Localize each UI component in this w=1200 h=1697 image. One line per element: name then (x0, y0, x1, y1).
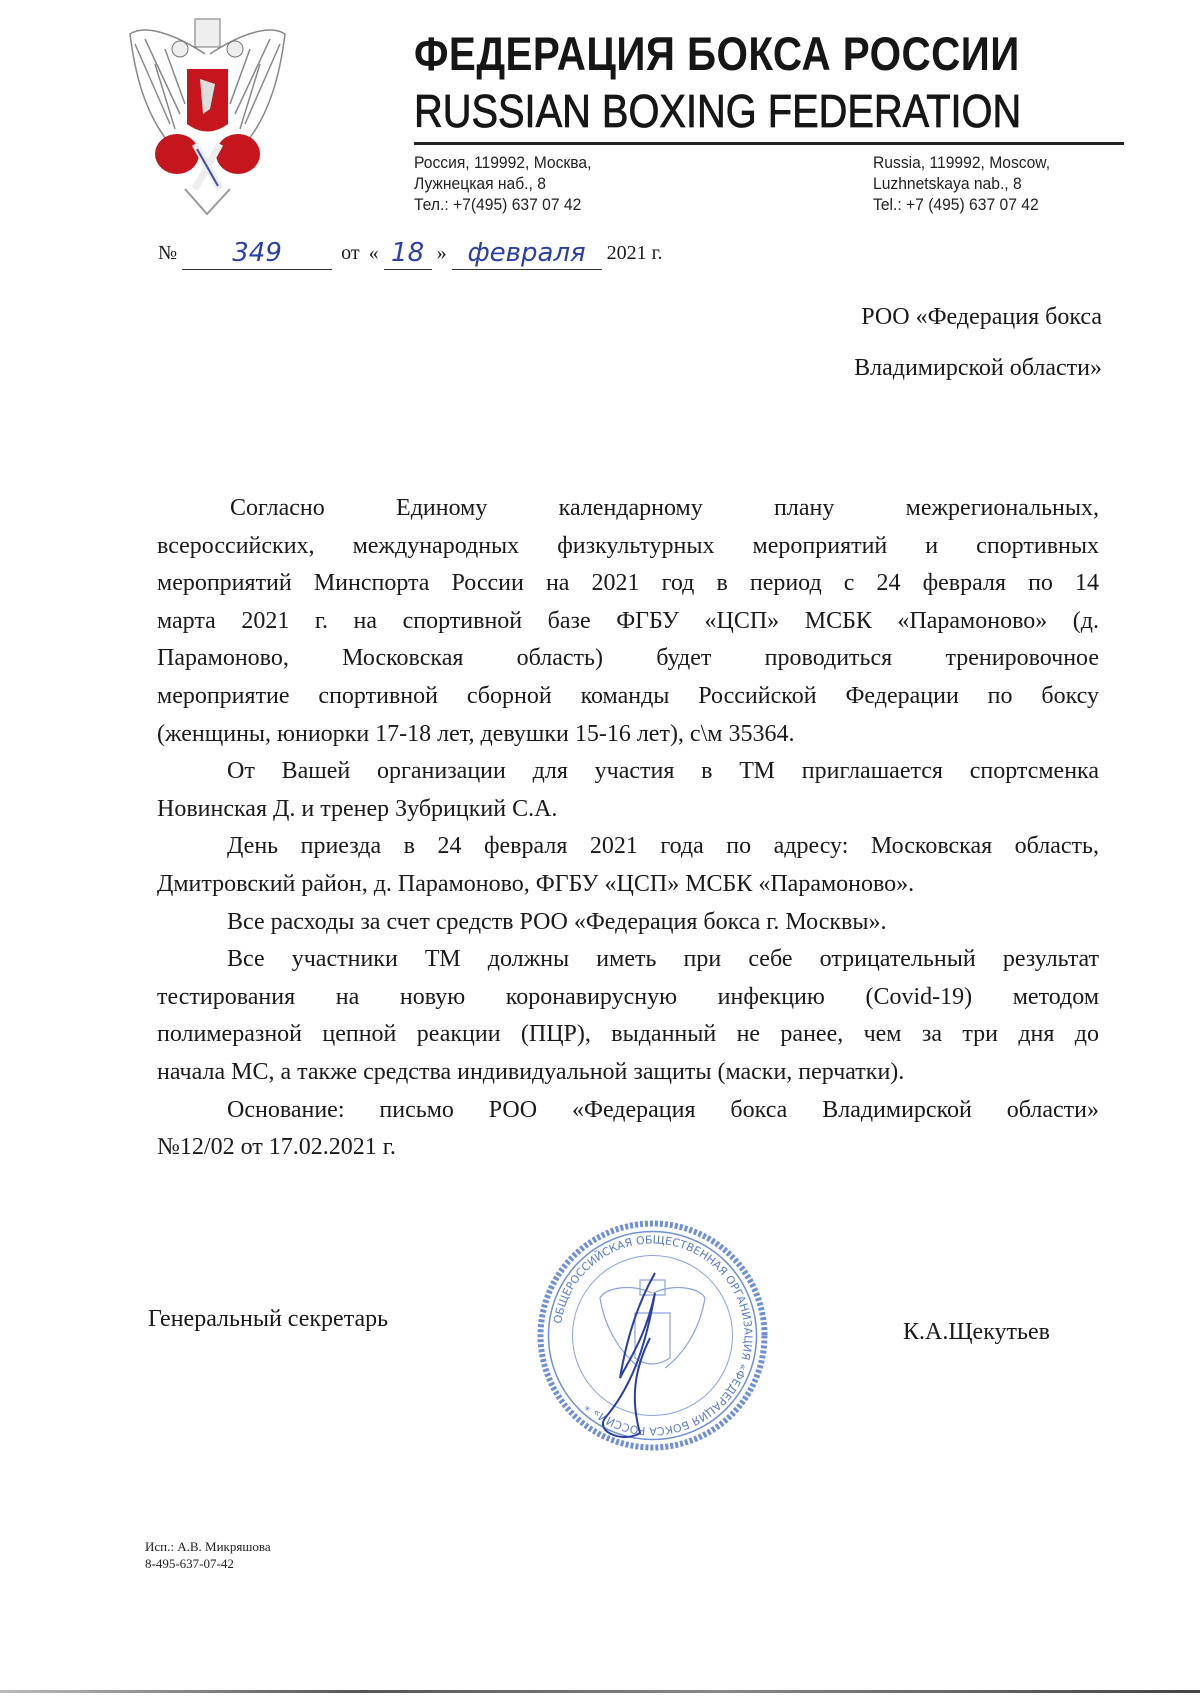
address-line: Россия, 119992, Москва, (414, 153, 592, 172)
address-en (873, 152, 1050, 215)
body-line: №12/02 от 17.02.2021 г. (157, 1134, 396, 1161)
signatory-position: Генеральный секретарь (148, 1306, 389, 1332)
body-line: Все расходы за счет средств РОО «Федерация бокса г. Москвы». (227, 908, 887, 935)
letter-body (157, 490, 1099, 1167)
phone-line: Тел.: +7(495) 637 07 42 (414, 195, 582, 214)
paragraph (157, 1092, 1099, 1167)
paragraph (157, 828, 1099, 903)
body-line: Основание: письмо РОО «Федерация бокса Владимирской области» (227, 1096, 1099, 1123)
body-line: От Вашей организации для участия в ТМ приглашается спортсменка (227, 758, 1099, 785)
scan-bottom-edge (0, 1690, 1200, 1693)
paragraph (157, 753, 1099, 828)
body-line: полимеразной цепной реакции (ПЦР), выданный не ранее, чем за три дня до (157, 1021, 1099, 1048)
address-line: Russia, 119992, Moscow, (873, 153, 1051, 172)
from-label: от (341, 242, 360, 264)
paragraph (157, 490, 1099, 753)
body-line: День приезда в 24 февраля 2021 года по адресу: Московская область, (227, 833, 1099, 860)
letterhead-divider (414, 142, 1124, 145)
document-day: 18 (384, 237, 432, 270)
body-line: (женщины, юниорки 17-18 лет, девушки 15-16 лет), с\м 35364. (157, 720, 795, 747)
coat-of-arms-logo-icon (125, 14, 290, 219)
body-line: Согласно Единому календарному плану межрегиональных, (230, 495, 1099, 521)
footer-executor (145, 1538, 271, 1572)
body-line: мероприятие спортивной сборной команды Российской Федерации по боксу (157, 682, 1099, 709)
reference-line (158, 236, 663, 272)
letterhead-title-en: RUSSIAN BOXING FEDERATION (414, 85, 1022, 137)
body-line: Парамоново, Московская область) будет проводиться тренировочное (157, 645, 1099, 672)
body-line: Новинская Д. и тренер Зубрицкий С.А. (157, 795, 558, 822)
letterhead-title-ru: ФЕДЕРАЦИЯ БОКСА РОССИИ (414, 27, 1020, 80)
signatory-name: К.А.Щекутьев (903, 1319, 1050, 1345)
executor-name: Исп.: А.В. Микряшова (145, 1539, 271, 1554)
official-stamp-with-signature-icon (535, 1218, 770, 1453)
quote-open: « (368, 242, 379, 264)
body-line: тестирования на новую коронавирусную инфекцию (Covid-19) методом (157, 983, 1099, 1010)
address-line: Лужнецкая наб., 8 (414, 174, 546, 193)
body-line: Все участники ТМ должны иметь при себе отрицательный результат (227, 946, 1099, 973)
number-label: № (158, 242, 178, 264)
body-line: начала МС, а также средства индивидуальной защиты (маски, перчатки). (157, 1058, 905, 1085)
body-line: марта 2021 г. на спортивной базе ФГБУ «ЦСП» МСБК «Парамоново» (д. (157, 607, 1099, 634)
body-line: всероссийских, международных физкультурных мероприятий и спортивных (157, 532, 1099, 559)
paragraph (157, 904, 1099, 942)
address-line: Luzhnetskaya nab., 8 (873, 174, 1022, 193)
svg-text:ОБЩЕРОССИЙСКАЯ ОБЩЕСТВЕННАЯ ОР: ОБЩЕРОССИЙСКАЯ ОБЩЕСТВЕННАЯ ОРГАНИЗАЦИЯ «ФЕДЕРАЦИЯ БОКСА РОССИИ» * (551, 1233, 755, 1438)
addressee-line-1: РОО «Федерация бокса (861, 304, 1102, 330)
executor-phone: 8-495-637-07-42 (145, 1556, 234, 1571)
document-number: 349 (182, 237, 332, 270)
body-line: мероприятий Минспорта России на 2021 год в период с 24 февраля по 14 (157, 570, 1099, 597)
address-ru (414, 152, 591, 215)
phone-line: Tel.: +7 (495) 637 07 42 (873, 195, 1039, 214)
body-line: Дмитровский район, д. Парамоново, ФГБУ «ЦСП» МСБК «Парамоново». (157, 870, 915, 897)
paragraph (157, 941, 1099, 1091)
document-year: 2021 г. (606, 242, 663, 264)
quote-close: » (436, 242, 447, 264)
addressee-line-2: Владимирской области» (854, 355, 1102, 381)
document-month: февраля (452, 237, 602, 270)
